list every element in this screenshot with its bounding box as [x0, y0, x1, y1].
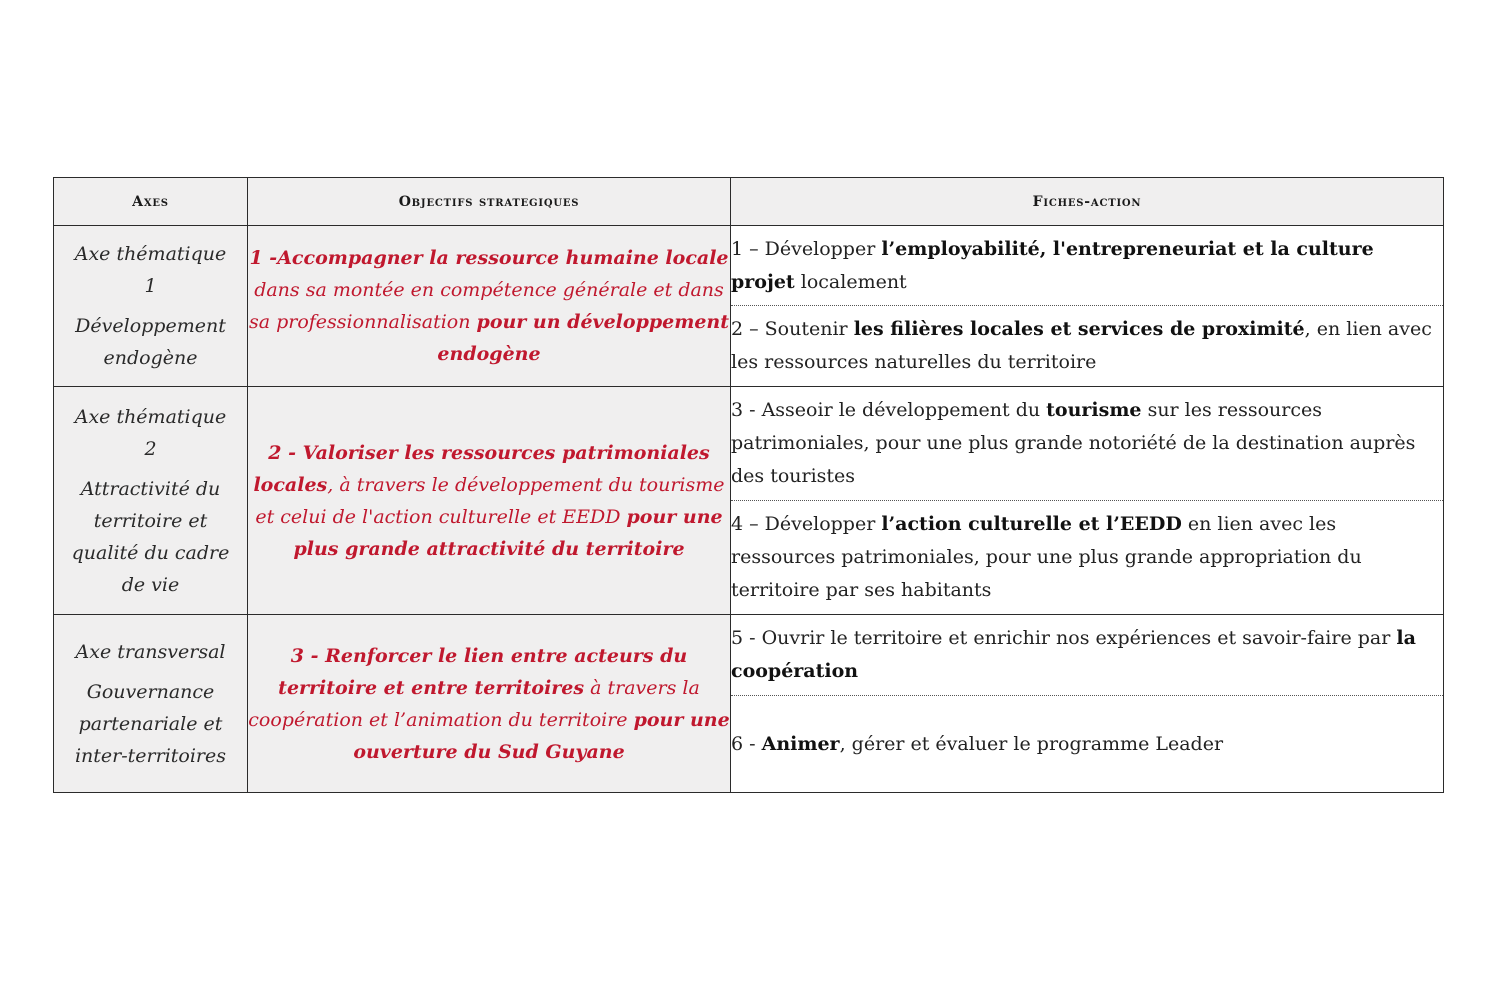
axe-label: Axe thématique: [74, 243, 227, 265]
fiche-action: 3 - Asseoir le développement du tourisme sur les ressources patrimoniales, pour une plus grande notoriété de la destination auprès des touristes: [731, 387, 1444, 501]
axe-title: qualité du cadre: [71, 541, 230, 564]
axe-title: de vie: [121, 573, 180, 596]
axe-number: 1: [144, 275, 157, 297]
objectif-cell: [248, 387, 731, 615]
fiche-action: 4 – Développer l’action culturelle et l’EEDD en lien avec les ressources patrimoniales, pour une plus grande appropriation du territoire par ses habitants: [731, 501, 1444, 615]
objectif-title: 1 -Accompagner la ressource humaine locale: [249, 247, 729, 269]
objectif-detail: , à travers le développement du tourisme et celui de l'action culturelle et EEDD: [255, 473, 725, 528]
axe-label: Axe thématique: [74, 405, 227, 428]
header-objectifs: Objectifs strategiques: [248, 178, 731, 226]
table-row: [54, 387, 1444, 501]
objectif-goal: pour une plus grande attractivité du territoire: [293, 505, 723, 560]
objectif-goal: pour un développement endogène: [437, 311, 730, 365]
axe-cell: [54, 226, 248, 387]
axe-title: territoire et: [93, 509, 208, 532]
objectif-goal: pour une ouverture du Sud Guyane: [353, 708, 730, 763]
axe-number: 2: [144, 437, 157, 460]
axe-title: partenariale et: [78, 712, 223, 735]
axe-title: endogène: [103, 347, 198, 369]
objectif-title: 3 - Renforcer le lien entre acteurs du territoire et entre territoires: [278, 644, 688, 699]
objectif-detail: dans sa montée en compétence générale et dans sa professionnalisation: [248, 279, 724, 333]
fiche-action: 2 – Soutenir les filières locales et services de proximité, en lien avec les ressources naturelles du territoire: [731, 306, 1444, 387]
axe-cell: [54, 387, 248, 615]
objectif-cell: [248, 226, 731, 387]
axe-title: inter-territoires: [74, 744, 227, 767]
table-row: [54, 226, 1444, 306]
header-fiches: Fiches-action: [731, 178, 1444, 226]
fiche-action: 1 – Développer l’employabilité, l'entrepreneuriat et la culture projet localement: [731, 226, 1444, 306]
strategy-table: [53, 177, 1444, 793]
axe-title: Développement: [75, 315, 226, 337]
axe-title: Gouvernance: [86, 680, 215, 703]
table-row: [54, 615, 1444, 696]
axe-cell: [54, 615, 248, 793]
objectif-detail: à travers la coopération et l’animation du territoire: [248, 676, 700, 731]
axe-label: Axe transversal: [75, 640, 226, 663]
objectif-cell: [248, 615, 731, 793]
header-row: [54, 178, 1444, 226]
fiche-action: 6 - Animer, gérer et évaluer le programme Leader: [731, 696, 1444, 793]
fiche-action: 5 - Ouvrir le territoire et enrichir nos expériences et savoir-faire par la coopération: [731, 615, 1444, 696]
objectif-title: 2 - Valoriser les ressources patrimoniales locales: [253, 441, 710, 496]
header-axes: Axes: [54, 178, 248, 226]
axe-title: Attractivité du: [80, 477, 221, 500]
